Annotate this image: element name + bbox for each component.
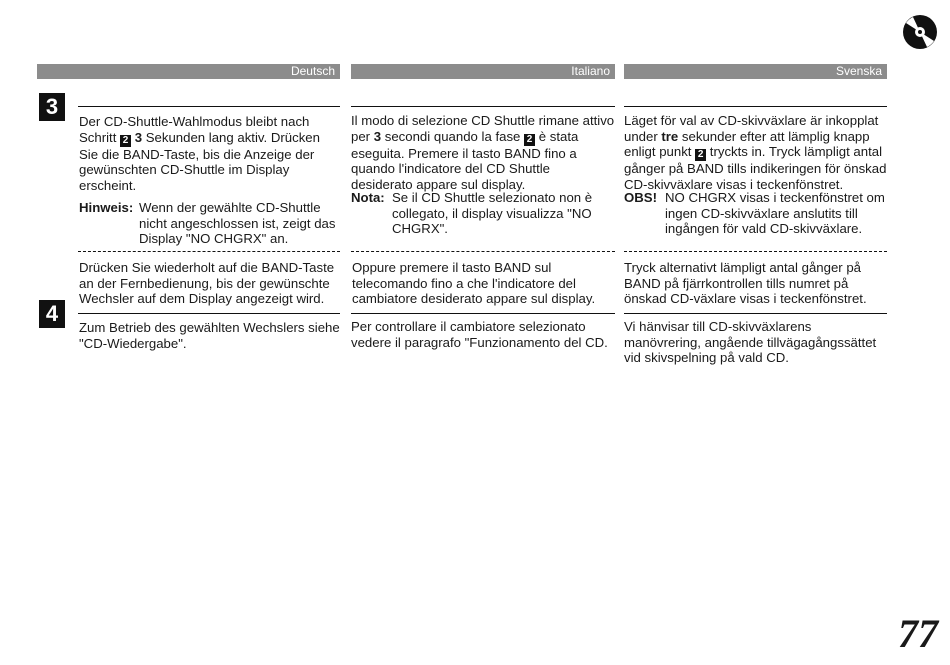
sv-step4-text: Tryck alternativt lämpligt antal gånger på BAND på fjärrkontrollen tills numret på önskad CD-växlare visas i teckenfönstret. [624, 260, 867, 306]
language-header-deutsch: Deutsch [37, 64, 340, 79]
rule-top-sv [624, 106, 887, 107]
it-step3-text: Il modo di selezione CD Shuttle rimane attivo per 3 secondi quando la fase 2 è stata eseguita. Premere il tasto BAND fino a quando l'indicatore del CD Shuttle desiderato appare sul display. [351, 113, 615, 192]
rule-mid-sv [624, 313, 887, 314]
language-header-italiano: Italiano [351, 64, 615, 79]
key-2-icon: 2 [695, 149, 706, 161]
step-3-marker: 3 [39, 93, 65, 121]
key-2-icon: 2 [524, 134, 535, 146]
dashed-separator-de [78, 251, 340, 252]
key-2-icon: 2 [120, 135, 131, 147]
de-note [79, 200, 341, 247]
sv-step3-text: Läget för val av CD-skivväxlare är inkopplat under tre sekunder efter att lämplig knapp enligt punkt 2 tryckts in. Tryck lämpligt antal gånger på BAND tills indikeringen för önskad CD-skivväxlare visas i teckenfönstret. [624, 113, 887, 192]
page-number: 77 [898, 611, 938, 656]
it-step4-ref: Per controllare il cambiatore selezionato vedere il paragrafo "Funzionamento del CD. [351, 319, 608, 350]
sv-note-text: NO CHGRX visas i teckenfönstret om ingen CD-skivväxlare anslutits till ingången för vald CD-skivväxlare. [665, 190, 885, 236]
it-note-label: Nota: [351, 190, 385, 205]
sv-note-label: OBS! [624, 190, 657, 205]
rule-mid-it [351, 313, 615, 314]
sv-note [624, 190, 888, 237]
sv-step4-ref: Vi hänvisar till CD-skivväxlarens manövrering, angående tillvägagångssättet vid skivspelning på vald CD. [624, 319, 877, 365]
cd-disc-icon [902, 14, 938, 50]
it-step4-text: Oppure premere il tasto BAND sul telecomando fino a che l'indicatore del cambiatore desiderato appare sul display. [352, 260, 596, 306]
it-note-text: Se il CD Shuttle selezionato non è collegato, il display visualizza "NO CHGRX". [392, 190, 593, 236]
de-step4-text: Drücken Sie wiederholt auf die BAND-Taste an der Fernbedienung, bis der gewünschte Wechsler auf dem Display angezeigt wird. [79, 260, 335, 306]
de-step3-text: Der CD-Shuttle-Wahlmodus bleibt nach Schritt 2 3 Sekunden lang aktiv. Drücken Sie die BAND-Taste, bis die Anzeige der gewünschten CD-Shuttle im Display erscheint. [79, 114, 320, 193]
language-header-svenska: Svenska [624, 64, 887, 79]
rule-mid-de [78, 313, 340, 314]
de-note-text: Wenn der gewählte CD-Shuttle nicht angeschlossen ist, zeigt das Display "NO CHGRX" an. [139, 200, 336, 246]
de-step4-ref: Zum Betrieb des gewählten Wechslers siehe "CD-Wiedergabe". [79, 320, 340, 351]
rule-top-it [351, 106, 615, 107]
dashed-separator-it [351, 251, 615, 252]
step-4-marker: 4 [39, 300, 65, 328]
dashed-separator-sv [624, 251, 887, 252]
de-note-label: Hinweis: [79, 200, 134, 215]
it-note [351, 190, 615, 237]
rule-top-de [78, 106, 340, 107]
